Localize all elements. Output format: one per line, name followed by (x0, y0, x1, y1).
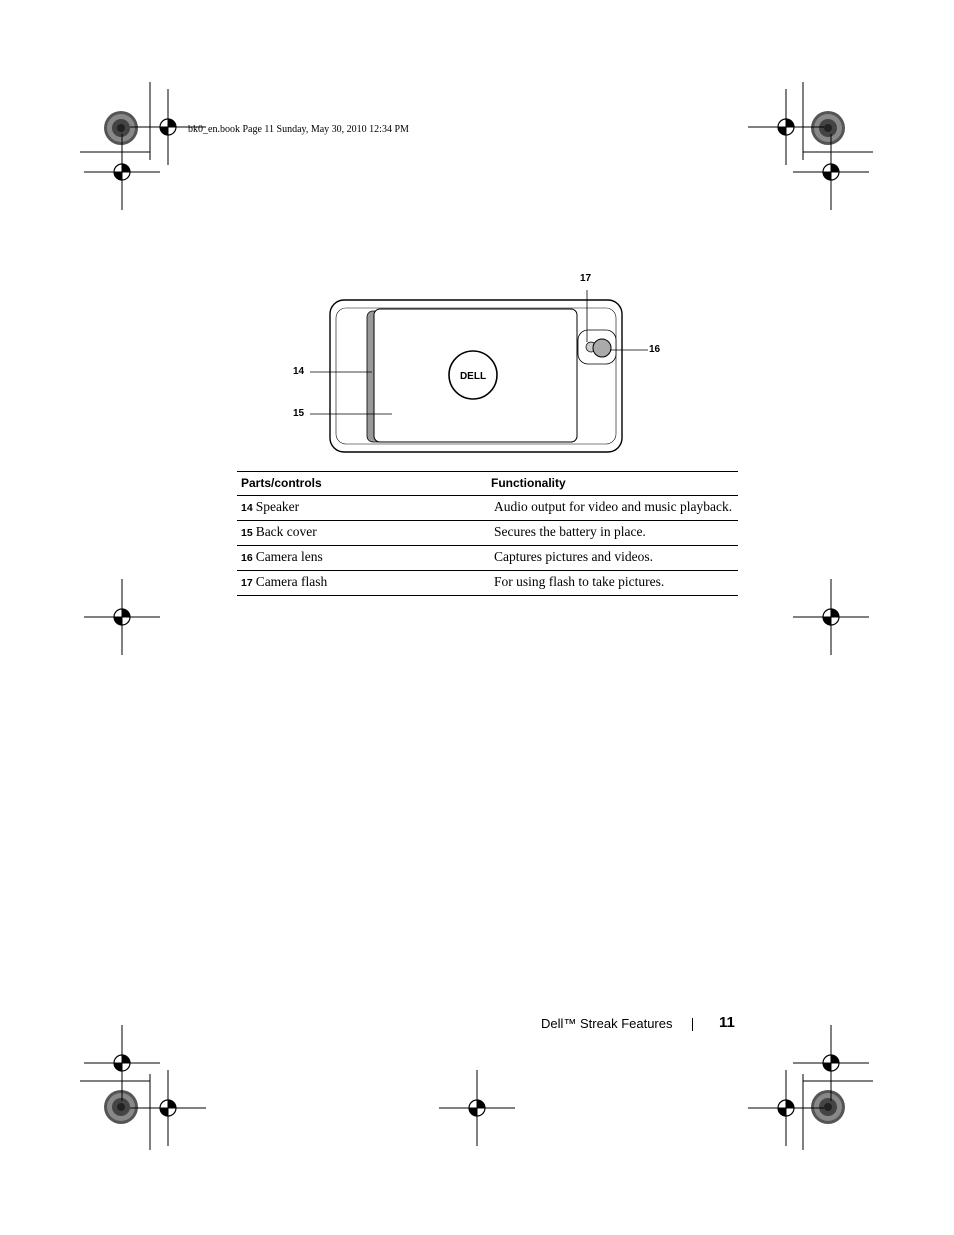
table-row (237, 546, 738, 571)
part-cell (237, 571, 487, 596)
part-name: Speaker (255, 499, 300, 514)
wheel-mark-bottom-left (104, 1090, 138, 1124)
table-header-row (237, 472, 738, 496)
crosshair-mark (793, 134, 869, 210)
camera-lens (593, 339, 611, 357)
part-number: 17 (241, 577, 253, 589)
crosshair-mark (439, 1070, 515, 1146)
crosshair-mark (793, 1025, 869, 1101)
header-functionality: Functionality (487, 472, 738, 496)
table-row (237, 571, 738, 596)
part-name: Camera lens (255, 549, 323, 564)
part-name: Camera flash (255, 574, 328, 589)
callout-14: 14 (293, 366, 305, 377)
device-illustration (280, 268, 680, 458)
parts-table (237, 471, 738, 596)
table-row (237, 496, 738, 521)
crosshair-mark (793, 579, 869, 655)
part-number: 14 (241, 502, 253, 514)
part-cell (237, 546, 487, 571)
crosshair-mark (84, 579, 160, 655)
wheel-mark-top-right (811, 111, 845, 145)
part-cell (237, 521, 487, 546)
part-number: 15 (241, 527, 253, 539)
wheel-mark-bottom-right (811, 1090, 845, 1124)
header-parts-controls: Parts/controls (237, 472, 487, 496)
part-cell (237, 496, 487, 521)
table-row (237, 521, 738, 546)
callout-17: 17 (580, 273, 592, 284)
device-back-figure (280, 268, 680, 463)
callout-16: 16 (649, 344, 661, 355)
crosshair-mark (84, 134, 160, 210)
function-cell: For using flash to take pictures. (487, 571, 738, 596)
function-cell: Captures pictures and videos. (487, 546, 738, 571)
part-name: Back cover (255, 524, 317, 539)
wheel-mark-top-left (104, 111, 138, 145)
print-slug: bk0_en.book Page 11 Sunday, May 30, 2010 12:34 PM (188, 124, 409, 135)
footer-separator (692, 1018, 693, 1031)
dell-logo-text: DELL (459, 371, 487, 382)
crosshair-mark (748, 89, 824, 165)
page-number: 11 (719, 1014, 735, 1031)
callout-15: 15 (293, 408, 305, 419)
function-cell: Secures the battery in place. (487, 521, 738, 546)
part-number: 16 (241, 552, 253, 564)
function-cell: Audio output for video and music playback. (487, 496, 738, 521)
crosshair-mark (84, 1025, 160, 1101)
footer-section-title: Dell™ Streak Features (541, 1016, 673, 1031)
